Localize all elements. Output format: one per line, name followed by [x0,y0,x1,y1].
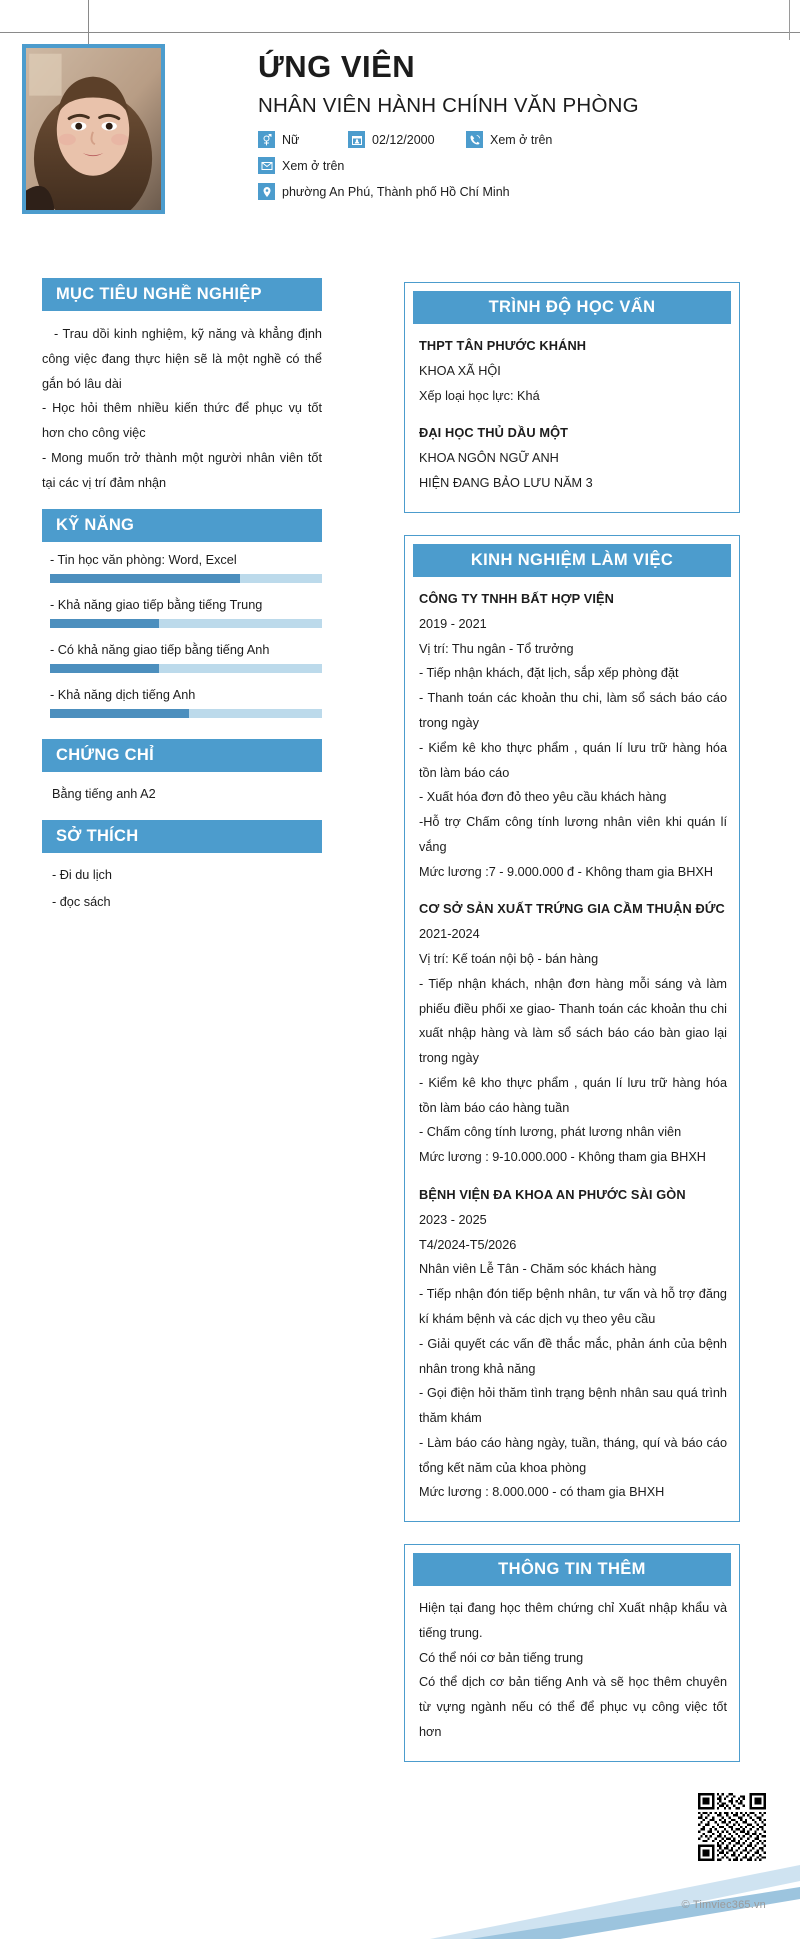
experience-entry [419,587,727,884]
gender-value: Nữ [282,132,300,147]
education-title: TRÌNH ĐỘ HỌC VẤN [413,291,731,324]
experience-period: 2023 - 2025 [419,1212,487,1227]
section-experience [404,535,740,1522]
contact-row-3 [258,183,778,200]
experience-line: - Gọi điện hỏi thăm tình trạng bệnh nhân sau quá trình thăm khám [419,1386,727,1426]
skill-bar-fill [50,709,189,718]
experience-line: Mức lương : 8.000.000 - có tham gia BHXH [419,1485,665,1500]
education-body [405,334,739,496]
objective-body [42,322,322,495]
email-value: Xem ở trên [282,158,345,173]
skill-bar-track [50,709,322,718]
qr-code [698,1793,766,1861]
experience-line: - Tiếp nhận khách, đặt lịch, sắp xếp phòng đặt [419,666,679,681]
experience-line: Mức lương :7 - 9.000.000 đ - Không tham gia BHXH [419,864,714,879]
experience-line: - Tiếp nhận đón tiếp bệnh nhân, tư vấn và hỗ trợ đăng kí khám bệnh và các dịch vụ theo yêu cầu [419,1287,727,1326]
skill-bar-fill [50,664,159,673]
skill-label: - Có khả năng giao tiếp bằng tiếng Anh [50,643,270,658]
additional-body [405,1596,739,1745]
avatar [22,44,165,214]
skill-label: - Khả năng dịch tiếng Anh [50,688,196,703]
experience-line: Nhân viên Lễ Tân - Chăm sóc khách hàng [419,1262,657,1277]
section-additional-info [404,1544,740,1762]
skill-label: - Khả năng giao tiếp bằng tiếng Trung [50,598,263,613]
contact-phone[interactable] [466,131,552,148]
experience-title: KINH NGHIỆM LÀM VIỆC [413,544,731,577]
education-line: KHOA XÃ HỘI [419,363,501,378]
phone-value: Xem ở trên [490,132,553,147]
experience-line: - Xuất hóa đơn đỏ theo yêu cầu khách hàng [419,790,667,805]
identity-block [258,50,778,209]
experience-line: Vị trí: Kế toán nội bộ - bán hàng [419,952,599,967]
address-value: phường An Phú, Thành phố Hồ Chí Minh [282,184,510,199]
skill-bar-fill [50,574,240,583]
education-line: HIỆN ĐANG BẢO LƯU NĂM 3 [419,476,593,491]
additional-line: Có thể nói cơ bản tiếng trung [419,1650,584,1665]
skills-list [42,553,322,718]
contact-dob [348,131,466,148]
objective-line: - Học hỏi thêm nhiều kiến thức để phục vụ tốt hơn cho công việc [42,401,322,441]
objective-line: - Trau dồi kinh nghiệm, kỹ năng và khẳng định công việc đang thực hiện sẽ là một nghề có thể gắn bó lâu dài [42,327,322,391]
footer-swoosh [0,1847,800,1939]
job-title: NHÂN VIÊN HÀNH CHÍNH VĂN PHÒNG [258,94,639,118]
section-certificates [42,739,322,808]
skill-bar-track [50,619,322,628]
experience-line: - Kiểm kê kho thực phẩm , quán lí lưu trữ hàng hóa tồn làm báo cáo hàng tuần [419,1075,727,1115]
experience-period: 2019 - 2021 [419,616,487,631]
skill-label: - Tin học văn phòng: Word, Excel [50,553,237,568]
skill-item [50,553,322,583]
section-objective [42,278,322,495]
contact-list [258,131,778,200]
objective-line: - Mong muốn trở thành một người nhân viên tốt tại các vị trí đảm nhận [42,450,322,490]
skill-item [50,688,322,718]
experience-line: Mức lương : 9-10.000.000 - Không tham gia BHXH [419,1150,706,1165]
gender-icon [258,131,275,148]
phone-icon [466,131,483,148]
certificate-item: Bằng tiếng anh A2 [52,787,156,802]
objective-title: MỤC TIÊU NGHỀ NGHIỆP [42,278,322,311]
hobby-item: - đọc sách [52,894,111,909]
additional-title: THÔNG TIN THÊM [413,1553,731,1586]
contact-row-2 [258,157,778,174]
contact-gender [258,131,348,148]
section-skills [42,509,322,718]
location-pin-icon [258,183,275,200]
education-school: ĐẠI HỌC THỦ DẦU MỘT [419,425,569,441]
hobbies-list [42,862,322,915]
skills-title: KỸ NĂNG [42,509,322,542]
left-column [42,278,322,915]
skill-item [50,643,322,673]
experience-line: - Thanh toán các khoản thu chi, làm sổ sách báo cáo trong ngày [419,691,727,730]
contact-email[interactable] [258,157,344,174]
experience-line: - Chấm công tính lương, phát lương nhân viên [419,1125,682,1140]
education-line: Xếp loại học lực: Khá [419,388,540,403]
certificates-title: CHỨNG CHỈ [42,739,322,772]
calendar-icon [348,131,365,148]
education-school: THPT TÂN PHƯỚC KHÁNH [419,338,587,353]
experience-company: BỆNH VIỆN ĐA KHOA AN PHƯỚC SÀI GÒN [419,1186,686,1202]
cv-header [0,24,800,224]
skill-bar-fill [50,619,159,628]
section-education [404,282,740,513]
experience-line: -Hỗ trợ Chấm công tính lương nhân viên khi quán lí vắng [419,815,727,854]
contact-address [258,183,510,200]
experience-company: CÔNG TY TNHH BẤT HỢP VIỆN [419,590,614,606]
right-column [404,282,740,1784]
experience-company: CƠ SỞ SẢN XUẤT TRỨNG GIA CẦM THUẬN ĐỨC [419,901,725,917]
envelope-icon [258,157,275,174]
experience-line: - Giải quyết các vấn đề thắc mắc, phản ánh của bệnh nhân trong khả năng [419,1336,727,1376]
page-title: ỨNG VIÊN [258,49,416,84]
skill-bar-track [50,664,322,673]
certificates-list [42,781,322,808]
experience-line: - Tiếp nhận khách, nhận đơn hàng mỗi sáng và làm phiếu điều phối xe giao- Thanh toán các khoản thu chi xuất nhập hàng và làm sổ sách báo cáo bàn giao lại trong ngày [419,976,727,1066]
hobby-item: - Đi du lịch [52,868,112,883]
additional-line: Có thể dịch cơ bản tiếng Anh và sẽ học thêm chuyên từ vựng ngành nếu có thể để phục vụ công việc tốt hơn [419,1675,727,1739]
experience-line: - Làm báo cáo hàng ngày, tuần, tháng, quí và báo cáo tổng kết năm của khoa phòng [419,1435,727,1475]
contact-row-1 [258,131,778,148]
education-line: KHOA NGÔN NGỮ ANH [419,451,559,466]
experience-entry [419,897,727,1170]
experience-period: 2021-2024 [419,927,480,942]
experience-body [405,587,739,1505]
section-hobbies [42,820,322,915]
skill-bar-track [50,574,322,583]
dob-value: 02/12/2000 [372,132,435,147]
experience-line: T4/2024-T5/2026 [419,1237,517,1252]
experience-entry [419,1183,727,1505]
skill-item [50,598,322,628]
additional-line: Hiện tại đang học thêm chứng chỉ Xuất nhập khẩu và tiếng trung. [419,1601,727,1640]
experience-line: - Kiểm kê kho thực phẩm , quán lí lưu trữ hàng hóa tồn làm báo cáo [419,740,727,780]
hobbies-title: SỞ THÍCH [42,820,322,853]
experience-line: Vị trí: Thu ngân - Tổ trưởng [419,641,574,656]
brand-watermark: © Timviec365.vn [681,1899,766,1911]
